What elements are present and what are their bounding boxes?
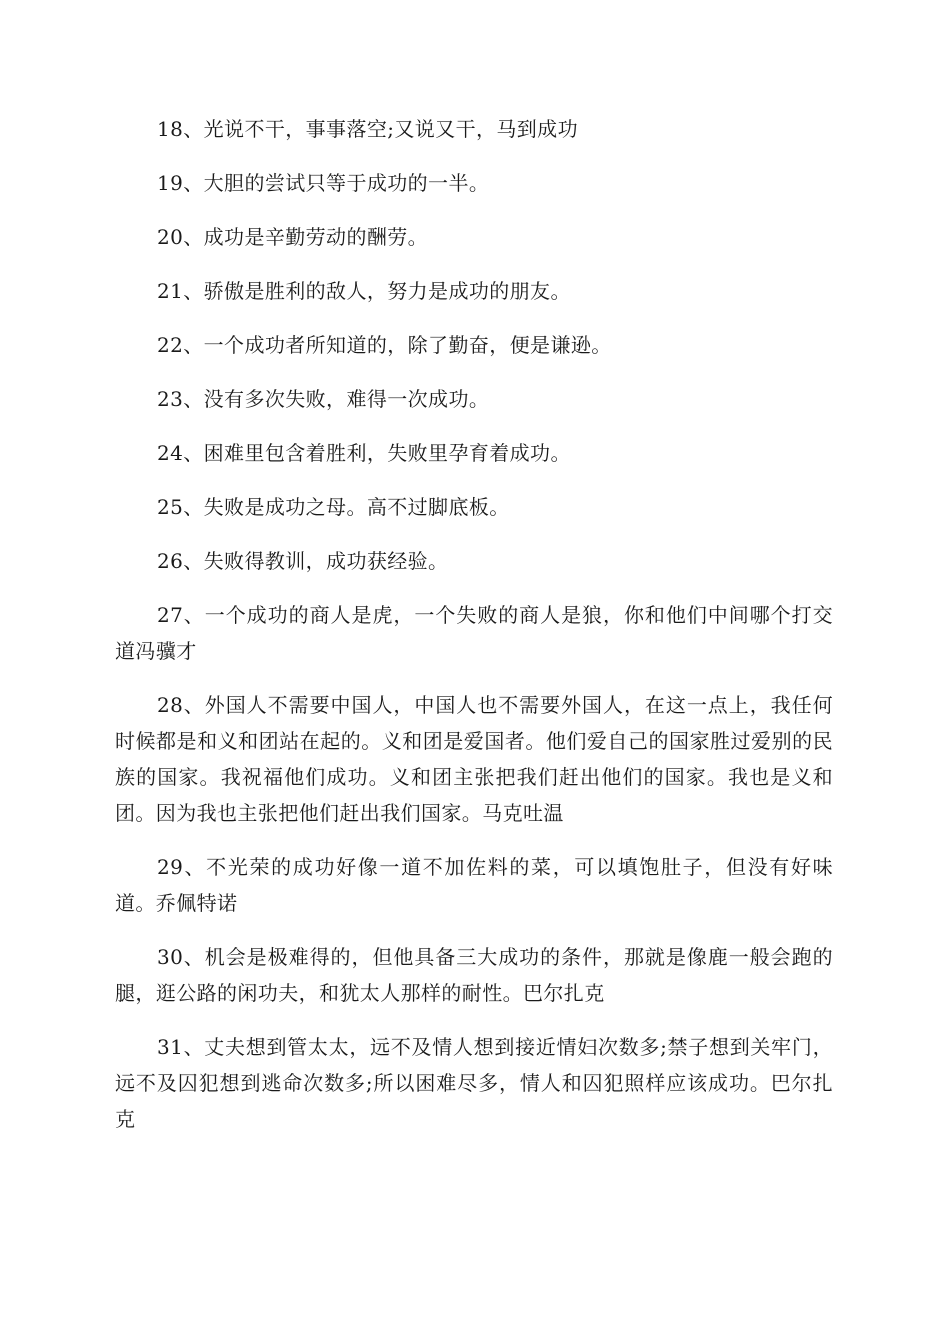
quote-paragraph-31: 31、丈夫想到管太太，远不及情人想到接近情妇次数多;禁子想到关牢门，远不及囚犯想到逃命次数多;所以困难尽多，情人和囚犯照样应该成功。巴尔扎克 [115, 1035, 833, 1131]
quote-paragraph-19: 19、大胆的尝试只等于成功的一半。 [157, 171, 490, 195]
quote-paragraph-29: 29、不光荣的成功好像一道不加佐料的菜，可以填饱肚子，但没有好味道。乔佩特诺 [115, 855, 833, 915]
quote-paragraph-21: 21、骄傲是胜利的敌人，努力是成功的朋友。 [157, 279, 571, 303]
quote-paragraph-24: 24、困难里包含着胜利，失败里孕育着成功。 [157, 441, 571, 465]
document-body [115, 111, 833, 1155]
quote-paragraph-23: 23、没有多次失败，难得一次成功。 [157, 387, 490, 411]
quote-paragraph-22: 22、一个成功者所知道的，除了勤奋，便是谦逊。 [157, 333, 612, 357]
quote-paragraph-30: 30、机会是极难得的，但他具备三大成功的条件，那就是像鹿一般会跑的腿，逛公路的闲功夫，和犹太人那样的耐性。巴尔扎克 [115, 945, 833, 1005]
quote-paragraph-27: 27、一个成功的商人是虎，一个失败的商人是狼，你和他们中间哪个打交道冯骥才 [115, 603, 833, 663]
quote-paragraph-20: 20、成功是辛勤劳动的酬劳。 [157, 225, 429, 249]
quote-paragraph-26: 26、失败得教训，成功获经验。 [157, 549, 449, 573]
quote-paragraph-18: 18、光说不干，事事落空;又说又干，马到成功 [157, 117, 578, 141]
quote-paragraph-28: 28、外国人不需要中国人，中国人也不需要外国人，在这一点上，我任何时候都是和义和团站在起的。义和团是爱国者。他们爱自己的国家胜过爱别的民族的国家。我祝福他们成功。义和团主张把我们赶出他们的国家。我也是义和团。因为我也主张把他们赶出我们国家。马克吐温 [115, 693, 833, 825]
quote-paragraph-25: 25、失败是成功之母。高不过脚底板。 [157, 495, 510, 519]
